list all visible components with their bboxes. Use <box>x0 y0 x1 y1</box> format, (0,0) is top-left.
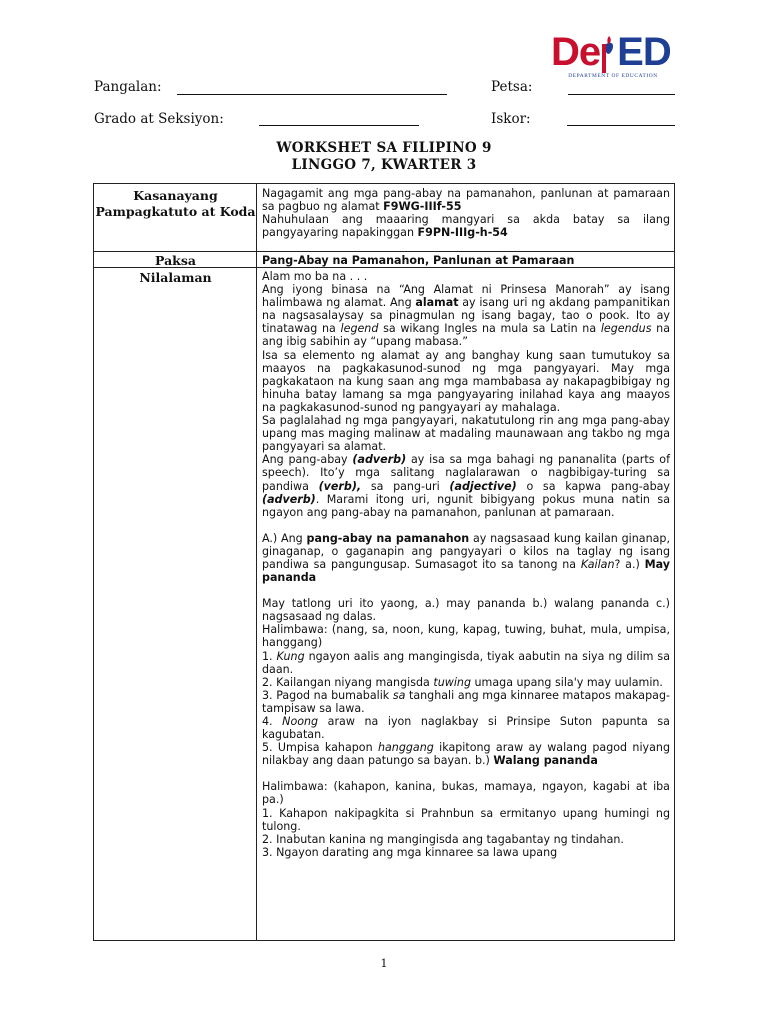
example-8: 3. Ngayon darating ang mga kinnaree sa lawa upang <box>262 845 558 859</box>
example-2: 2. Kailangan niyang mangisda tuwing umaga upang sila'y may uulamin. <box>262 675 663 689</box>
content-label: Nilalaman <box>139 270 212 285</box>
examples-list-intro: Halimbawa: (nang, sa, noon, kung, kapag, tuwing, buhat, mula, umpisa, hanggang) <box>262 623 670 650</box>
row-divider <box>94 251 674 252</box>
competency-cell: Nagagamit ang mga pang-abay na pamanahon, panlunan at pamaraan sa pagbuo ng alamat F9WG-IIIf-55 Nahuhulaan ang maaaring mangyari sa akda batay sa ilang pangyayaring napakinggan F9PN-IIIg-h-54 <box>262 187 670 240</box>
paragraph-pamanahon: A.) Ang pang-abay na pamanahon ay nagsasaad kung kailan ginanap, ginaganap, o gaganapin ang pangyayari o kilos na taglay ng isang pandiwa sa pangungusap. Sumasagot ito sa tanong na Kailan? a.) May pananda <box>262 531 671 585</box>
example-6: 1. Kahapon nakipagkita si Prahnbun sa ermitanyo upang humingi ng tulong. <box>262 806 670 833</box>
worksheet-title: WORKSHET SA FILIPINO 9 <box>276 140 492 156</box>
date-input-line[interactable] <box>568 94 675 95</box>
grade-label: Grado at Seksiyon: <box>94 111 224 127</box>
score-label: Iskor: <box>491 111 531 127</box>
content-cell <box>262 270 670 859</box>
example-5: 5. Umpisa kahapon hanggang ikapitong araw ay walang pagod niyang nilakbay ang daan patungo sa bayan. b.) Walang pananda <box>262 741 670 768</box>
topic-label: Paksa <box>155 253 196 268</box>
worksheet-subtitle: LINGGO 7, KWARTER 3 <box>291 157 477 173</box>
logo-wordmark: De ED <box>551 30 671 74</box>
score-input-line[interactable] <box>567 125 675 126</box>
torch-icon <box>599 34 619 74</box>
examples-list-intro-2: Halimbawa: (kahapon, kanina, bukas, mamaya, ngayon, kagabi at iba pa.) <box>262 780 670 807</box>
paragraph-paglalahad: Sa paglalahad ng mga pangyayari, nakatutulong rin ang mga pang-abay upang mas maging malinaw at madaling maunawaan ang takbo ng mga pangyayari sa alamat. <box>262 414 670 454</box>
topic-value: Pang-Abay na Pamanahon, Panlunan at Pamaraan <box>262 254 575 267</box>
logo-subtitle: DEPARTMENT OF EDUCATION <box>568 73 658 79</box>
competency-label: Kasanayang Pampagkatuto at Koda <box>95 188 256 219</box>
paragraph-tatlong-uri: May tatlong uri ito yaong, a.) may pananda b.) walang pananda c.) nagsasaad ng dalas. <box>262 597 670 624</box>
paragraph-alamat: Ang iyong binasa na “Ang Alamat ni Prinsesa Manorah” ay isang halimbawa ng alamat. Ang alamat ay isang uri ng akdang pampanitikan na nagsasalaysay sa pinagmulan ng isang bagay, tao o pook. Ito ay tinatawag na legend sa wikang Ingles na mula sa Latin na legendus na ang ibig sabihin ay “upang mabasa.” <box>262 283 671 349</box>
deped-logo <box>551 30 676 82</box>
paragraph-banghay: Isa sa elemento ng alamat ay ang banghay kung saan tumutukoy sa maayos na pagkakasunod-sunod ng mga pangyayari. May mga pagkakataon na kung saan ang mga mambabasa ay nakapagbibigay ng hinuha batay lamang sa mga pangyayaring inilahad kaya ang maayos na pagkakasunod-sunod ng pangyayari ay mahalaga. <box>262 348 670 414</box>
lesson-table <box>93 183 675 941</box>
name-label: Pangalan: <box>94 79 162 95</box>
name-input-line[interactable] <box>177 94 447 95</box>
example-4: 4. Noong araw na iyon naglakbay si Prinsipe Suton papunta sa kagubatan. <box>262 715 670 742</box>
example-1: 1. Kung ngayon aalis ang mangingisda, tiyak aabutin na siya ng dilim sa daan. <box>262 649 670 676</box>
date-label: Petsa: <box>491 79 533 95</box>
grade-input-line[interactable] <box>259 125 419 126</box>
table-left-column <box>94 184 257 940</box>
page-number: 1 <box>380 957 388 970</box>
intro-text: Alam mo ba na . . . <box>262 270 368 283</box>
paragraph-pang-abay: Ang pang-abay (adverb) ay isa sa mga bahagi ng pananalita (parts of speech). Ito’y mga salitang naglalarawan o nagbibigay-turing sa pandiwa (verb), sa pang-uri (adjective) o sa kapwa pang-abay (adverb). Marami itong uri, ngunit bibigyang pokus muna natin sa ngayon ang pang-abay na pamanahon, panlunan at pamaraan. <box>262 453 670 519</box>
example-7: 2. Inabutan kanina ng mangingisda ang tagabantay ng tindahan. <box>262 832 624 846</box>
example-3: 3. Pagod na bumabalik sa tanghali ang mga kinnaree matapos makapag-tampisaw sa lawa. <box>262 688 670 715</box>
